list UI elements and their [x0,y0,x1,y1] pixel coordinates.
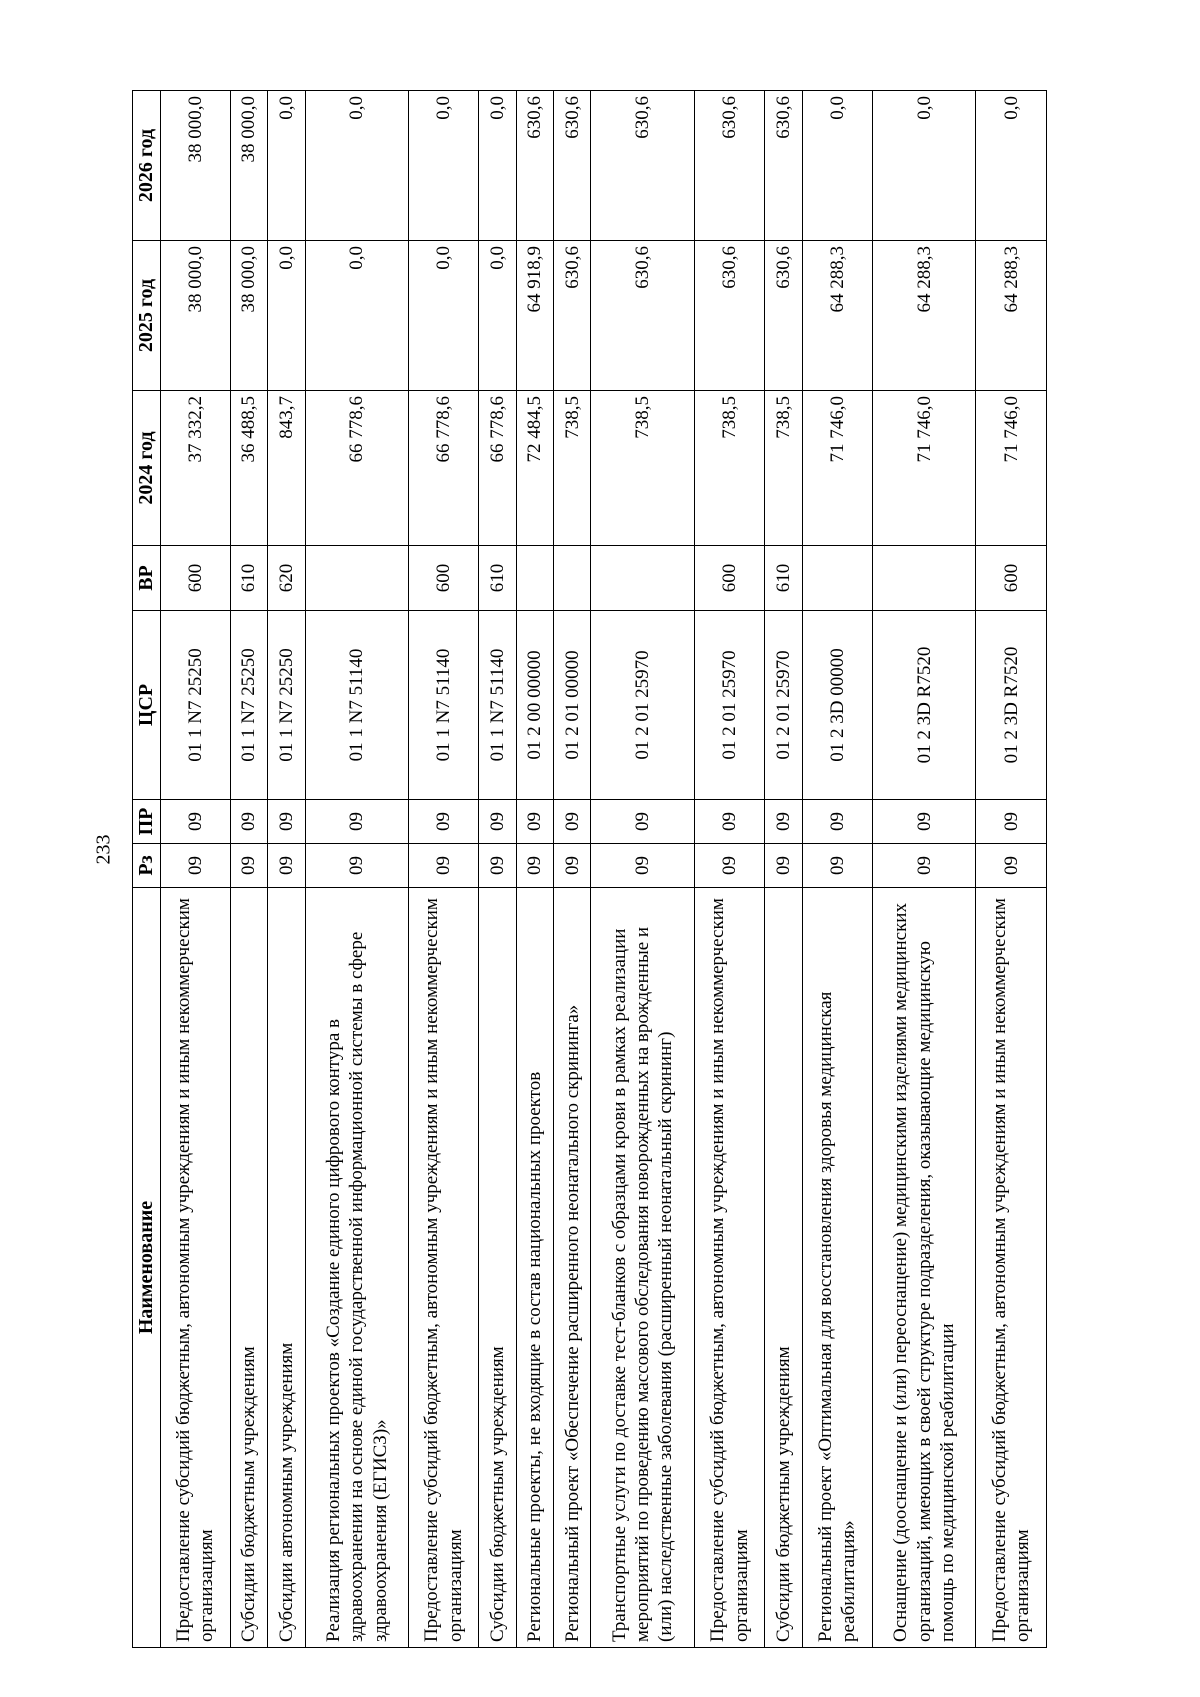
cell-2025: 64 918,9 [516,241,553,391]
cell-vr: 610 [765,546,802,611]
cell-vr: 600 [409,546,479,611]
cell-pr: 09 [479,800,516,844]
cell-2024: 71 746,0 [976,391,1047,546]
cell-2025: 64 288,3 [802,241,872,391]
cell-2025: 38 000,0 [230,241,267,391]
cell-rz: 09 [591,844,694,888]
rotated-table-container [132,91,1047,1648]
cell-name: Субсидии бюджетным учреждениям [230,888,267,1648]
cell-csr: 01 2 3D R7520 [976,611,1047,800]
cell-rz: 09 [976,844,1047,888]
budget-table [132,90,1047,1648]
cell-pr: 09 [268,800,305,844]
cell-vr: 600 [976,546,1047,611]
header-csr: ЦСР [133,611,161,800]
cell-csr: 01 1 N7 25250 [160,611,230,800]
cell-2025: 38 000,0 [160,241,230,391]
cell-csr: 01 1 N7 51140 [479,611,516,800]
table-row [305,91,408,1648]
cell-csr: 01 2 01 00000 [554,611,591,800]
table-row [872,91,975,1648]
cell-2024: 738,5 [765,391,802,546]
cell-2026: 630,6 [765,91,802,241]
header-2025: 2025 год [133,241,161,391]
cell-pr: 09 [694,800,764,844]
cell-2024: 738,5 [554,391,591,546]
cell-2025: 630,6 [554,241,591,391]
cell-2025: 64 288,3 [976,241,1047,391]
cell-pr: 09 [802,800,872,844]
table-row [516,91,553,1648]
cell-rz: 09 [802,844,872,888]
table-row [802,91,872,1648]
cell-2025: 630,6 [694,241,764,391]
cell-2025: 630,6 [591,241,694,391]
cell-vr: 620 [268,546,305,611]
cell-2026: 38 000,0 [230,91,267,241]
cell-2026: 0,0 [802,91,872,241]
cell-2024: 66 778,6 [305,391,408,546]
table-row [554,91,591,1648]
header-rz: Рз [133,844,161,888]
cell-csr: 01 1 N7 25250 [268,611,305,800]
cell-name: Транспортные услуги по доставке тест-бланков с образцами крови в рамках реализации мероприятий по проведению массового обследования новорожденных на врожденные и (или) наследственные заболевания (расширенный неонатальный скрининг) [591,888,694,1648]
cell-csr: 01 2 01 25970 [591,611,694,800]
cell-vr: 600 [694,546,764,611]
cell-csr: 01 1 N7 51140 [409,611,479,800]
cell-rz: 09 [694,844,764,888]
cell-rz: 09 [516,844,553,888]
cell-rz: 09 [305,844,408,888]
cell-2024: 72 484,5 [516,391,553,546]
cell-2026: 0,0 [305,91,408,241]
cell-rz: 09 [765,844,802,888]
cell-rz: 09 [479,844,516,888]
cell-rz: 09 [409,844,479,888]
table-row [230,91,267,1648]
cell-pr: 09 [230,800,267,844]
cell-csr: 01 2 01 25970 [765,611,802,800]
header-row [133,91,161,1648]
cell-pr: 09 [305,800,408,844]
cell-vr [802,546,872,611]
cell-pr: 09 [591,800,694,844]
cell-pr: 09 [160,800,230,844]
cell-vr: 600 [160,546,230,611]
cell-2025: 0,0 [409,241,479,391]
header-name: Наименование [133,888,161,1648]
cell-name: Предоставление субсидий бюджетным, автономным учреждениям и иным некоммерческим организациям [694,888,764,1648]
cell-2024: 66 778,6 [479,391,516,546]
cell-2025: 0,0 [305,241,408,391]
cell-name: Предоставление субсидий бюджетным, автономным учреждениям и иным некоммерческим организациям [976,888,1047,1648]
cell-vr [591,546,694,611]
header-2024: 2024 год [133,391,161,546]
cell-name: Региональный проект «Оптимальная для восстановления здоровья медицинская реабилитация» [802,888,872,1648]
table-row [591,91,694,1648]
cell-2024: 71 746,0 [872,391,975,546]
cell-vr [554,546,591,611]
cell-pr: 09 [976,800,1047,844]
cell-name: Предоставление субсидий бюджетным, автономным учреждениям и иным некоммерческим организациям [409,888,479,1648]
table-row [694,91,764,1648]
cell-name: Региональные проекты, не входящие в состав национальных проектов [516,888,553,1648]
cell-vr [516,546,553,611]
cell-name: Субсидии автономным учреждениям [268,888,305,1648]
cell-name: Субсидии бюджетным учреждениям [479,888,516,1648]
cell-csr: 01 2 3D 00000 [802,611,872,800]
cell-2024: 66 778,6 [409,391,479,546]
cell-rz: 09 [230,844,267,888]
table-body [160,91,1046,1648]
cell-pr: 09 [409,800,479,844]
cell-vr: 610 [479,546,516,611]
cell-csr: 01 2 3D R7520 [872,611,975,800]
table-row [409,91,479,1648]
cell-2025: 630,6 [765,241,802,391]
cell-2026: 630,6 [694,91,764,241]
cell-vr: 610 [230,546,267,611]
cell-csr: 01 1 N7 51140 [305,611,408,800]
table-row [765,91,802,1648]
cell-2026: 0,0 [872,91,975,241]
header-vr: ВР [133,546,161,611]
cell-2026: 0,0 [976,91,1047,241]
cell-2024: 36 488,5 [230,391,267,546]
cell-name: Реализация региональных проектов «Создание единого цифрового контура в здравоохранении на основе единой государственной информационной системы в сфере здравоохранения (ЕГИСЗ)» [305,888,408,1648]
table-row [479,91,516,1648]
cell-2025: 64 288,3 [872,241,975,391]
cell-pr: 09 [872,800,975,844]
cell-2026: 630,6 [554,91,591,241]
cell-rz: 09 [872,844,975,888]
cell-rz: 09 [554,844,591,888]
cell-csr: 01 1 N7 25250 [230,611,267,800]
cell-2024: 71 746,0 [802,391,872,546]
cell-2024: 738,5 [694,391,764,546]
cell-name: Предоставление субсидий бюджетным, автономным учреждениям и иным некоммерческим организациям [160,888,230,1648]
cell-name: Субсидии бюджетным учреждениям [765,888,802,1648]
cell-2026: 630,6 [516,91,553,241]
cell-rz: 09 [268,844,305,888]
cell-2026: 38 000,0 [160,91,230,241]
cell-2024: 738,5 [591,391,694,546]
cell-pr: 09 [554,800,591,844]
table-row [976,91,1047,1648]
cell-name: Оснащение (дооснащение и (или) переоснащение) медицинскими изделиями медицинских организаций, имеющих в своей структуре подразделения, оказывающие медицинскую помощь по медицинской реабилитации [872,888,975,1648]
cell-2024: 843,7 [268,391,305,546]
page-number: 233 [92,834,115,865]
cell-2024: 37 332,2 [160,391,230,546]
cell-2026: 0,0 [268,91,305,241]
cell-2025: 0,0 [479,241,516,391]
header-2026: 2026 год [133,91,161,241]
cell-name: Региональный проект «Обеспечение расширенного неонатального скрининга» [554,888,591,1648]
cell-vr [305,546,408,611]
cell-2026: 630,6 [591,91,694,241]
cell-csr: 01 2 00 00000 [516,611,553,800]
cell-2025: 0,0 [268,241,305,391]
cell-pr: 09 [516,800,553,844]
table-row [160,91,230,1648]
cell-vr [872,546,975,611]
cell-csr: 01 2 01 25970 [694,611,764,800]
header-pr: ПР [133,800,161,844]
cell-2026: 0,0 [479,91,516,241]
cell-rz: 09 [160,844,230,888]
cell-pr: 09 [765,800,802,844]
table-row [268,91,305,1648]
cell-2026: 0,0 [409,91,479,241]
